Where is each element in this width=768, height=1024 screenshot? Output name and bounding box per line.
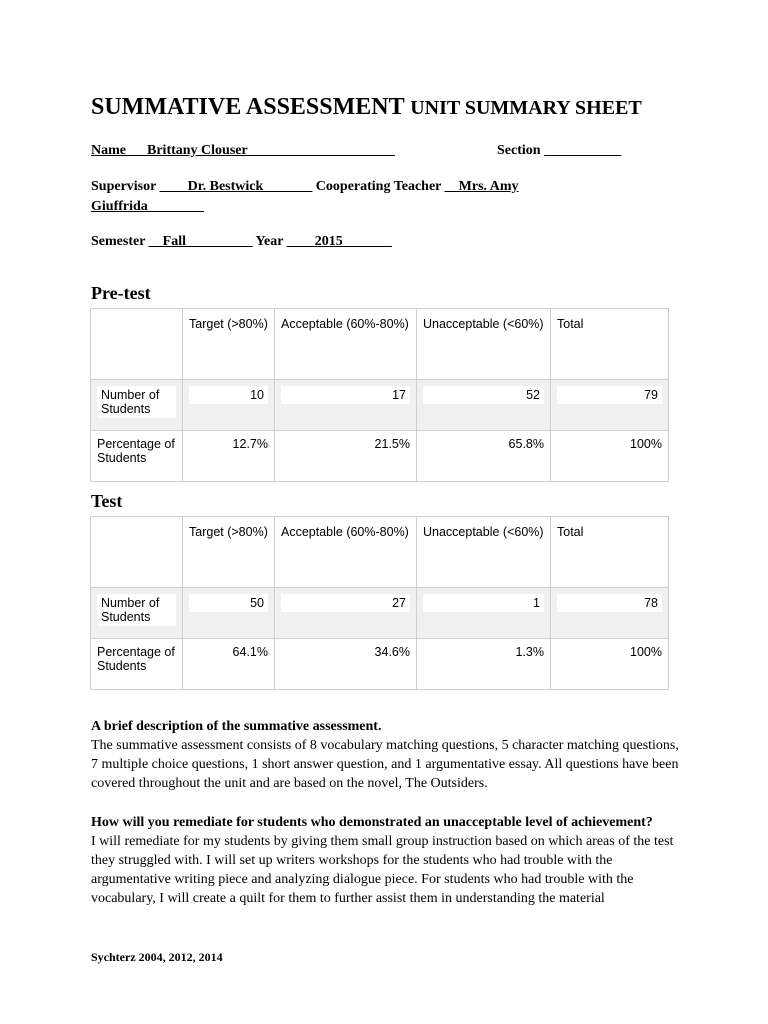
pretest-cell: 65.8%: [417, 431, 551, 482]
remediation-answer: I will remediate for my students by giving them small group instruction based on which areas of the test they struggled with. I will set up writers workshops for the students who had trouble with the argumentative writing piece and analyzing dialogue piece. For students who had trouble with the vocabulary, I will create a quilt for them to further assist them in understanding the material: [91, 834, 674, 906]
test-cell: [183, 588, 275, 639]
year-label: Year: [255, 234, 284, 249]
pretest-cell: [275, 380, 417, 431]
coop-value: __Mrs. Amy: [444, 179, 519, 194]
pretest-header-blank: [91, 309, 183, 380]
pretest-cell-value: 52: [423, 386, 544, 404]
pretest-header-row: [91, 309, 669, 380]
test-heading: Test: [91, 491, 123, 511]
test-header-row: [91, 517, 669, 588]
supervisor-label: Supervisor: [91, 179, 157, 194]
test-header-blank: [91, 517, 183, 588]
pretest-cell: [183, 380, 275, 431]
test-row-percentage: [91, 639, 669, 690]
semester-value: __Fall _________: [148, 234, 253, 249]
test-cell: 1.3%: [417, 639, 551, 690]
test-row-number: [91, 588, 669, 639]
test-cell: 64.1%: [183, 639, 275, 690]
test-cell-value: 27: [281, 594, 410, 612]
pretest-header-total: Total: [551, 309, 669, 380]
footer-credit: Sychterz 2004, 2012, 2014: [91, 950, 223, 964]
section-line: [497, 143, 621, 159]
pretest-header-unacceptable: Unacceptable (<60%): [417, 309, 551, 380]
test-cell: [275, 588, 417, 639]
pretest-header-target: Target (>80%): [183, 309, 275, 380]
test-row-label: Percentage of Students: [91, 639, 183, 690]
test-cell-value: 50: [189, 594, 268, 612]
coop-line-cont: [91, 199, 204, 215]
title-main: SUMMATIVE ASSESSMENT: [91, 94, 405, 120]
coop-value-cont: Giuffrida________: [91, 199, 204, 214]
pretest-cell-value: 79: [557, 386, 662, 404]
name-label: Name: [91, 143, 126, 158]
test-header-unacceptable: Unacceptable (<60%): [417, 517, 551, 588]
remediation-section: [91, 813, 681, 908]
description-question: A brief description of the summative assessment.: [91, 719, 382, 734]
test-row-label: [91, 588, 183, 639]
pretest-table: [90, 308, 669, 482]
supervisor-value: ____Dr. Bestwick_______: [159, 179, 313, 194]
test-row-label-text: Number of Students: [97, 594, 176, 626]
name-value: ___Brittany Clouser_____________________: [126, 143, 395, 158]
test-header-total: Total: [551, 517, 669, 588]
remediation-question: How will you remediate for students who demonstrated an unacceptable level of achievement?: [91, 815, 653, 830]
semester-line: [91, 234, 392, 250]
title-sub: UNIT SUMMARY SHEET: [410, 97, 642, 119]
test-cell-value: 1: [423, 594, 544, 612]
test-cell: 34.6%: [275, 639, 417, 690]
pretest-cell: [551, 380, 669, 431]
test-cell-value: 78: [557, 594, 662, 612]
year-value: ____2015_______: [286, 234, 392, 249]
semester-label: Semester: [91, 234, 146, 249]
pretest-cell: 100%: [551, 431, 669, 482]
pretest-heading: Pre-test: [91, 283, 151, 303]
pretest-cell: [417, 380, 551, 431]
pretest-cell: 21.5%: [275, 431, 417, 482]
supervisor-line: [91, 179, 519, 195]
pretest-cell: 12.7%: [183, 431, 275, 482]
section-label: Section: [497, 143, 541, 158]
pretest-row-number: [91, 380, 669, 431]
pretest-cell-value: 17: [281, 386, 410, 404]
test-cell: 100%: [551, 639, 669, 690]
test-cell: [417, 588, 551, 639]
description-section: [91, 717, 681, 793]
section-value: ___________: [544, 143, 622, 158]
pretest-row-label: [91, 380, 183, 431]
coop-label: Cooperating Teacher: [315, 179, 442, 194]
test-header-target: Target (>80%): [183, 517, 275, 588]
description-answer: The summative assessment consists of 8 vocabulary matching questions, 5 character matching questions, 7 multiple choice questions, 1 short answer question, and 1 argumentative essay. All questions have been covered throughout the unit and are based on the novel, The Outsiders.: [91, 738, 679, 791]
pretest-cell-value: 10: [189, 386, 268, 404]
test-header-acceptable: Acceptable (60%-80%): [275, 517, 417, 588]
pretest-row-label: Percentage of Students: [91, 431, 183, 482]
pretest-row-percentage: [91, 431, 669, 482]
pretest-header-acceptable: Acceptable (60%-80%): [275, 309, 417, 380]
name-line: [91, 143, 395, 159]
pretest-row-label-text: Number of Students: [97, 386, 176, 418]
test-cell: [551, 588, 669, 639]
test-table: [90, 516, 669, 690]
page-title: [91, 94, 642, 121]
